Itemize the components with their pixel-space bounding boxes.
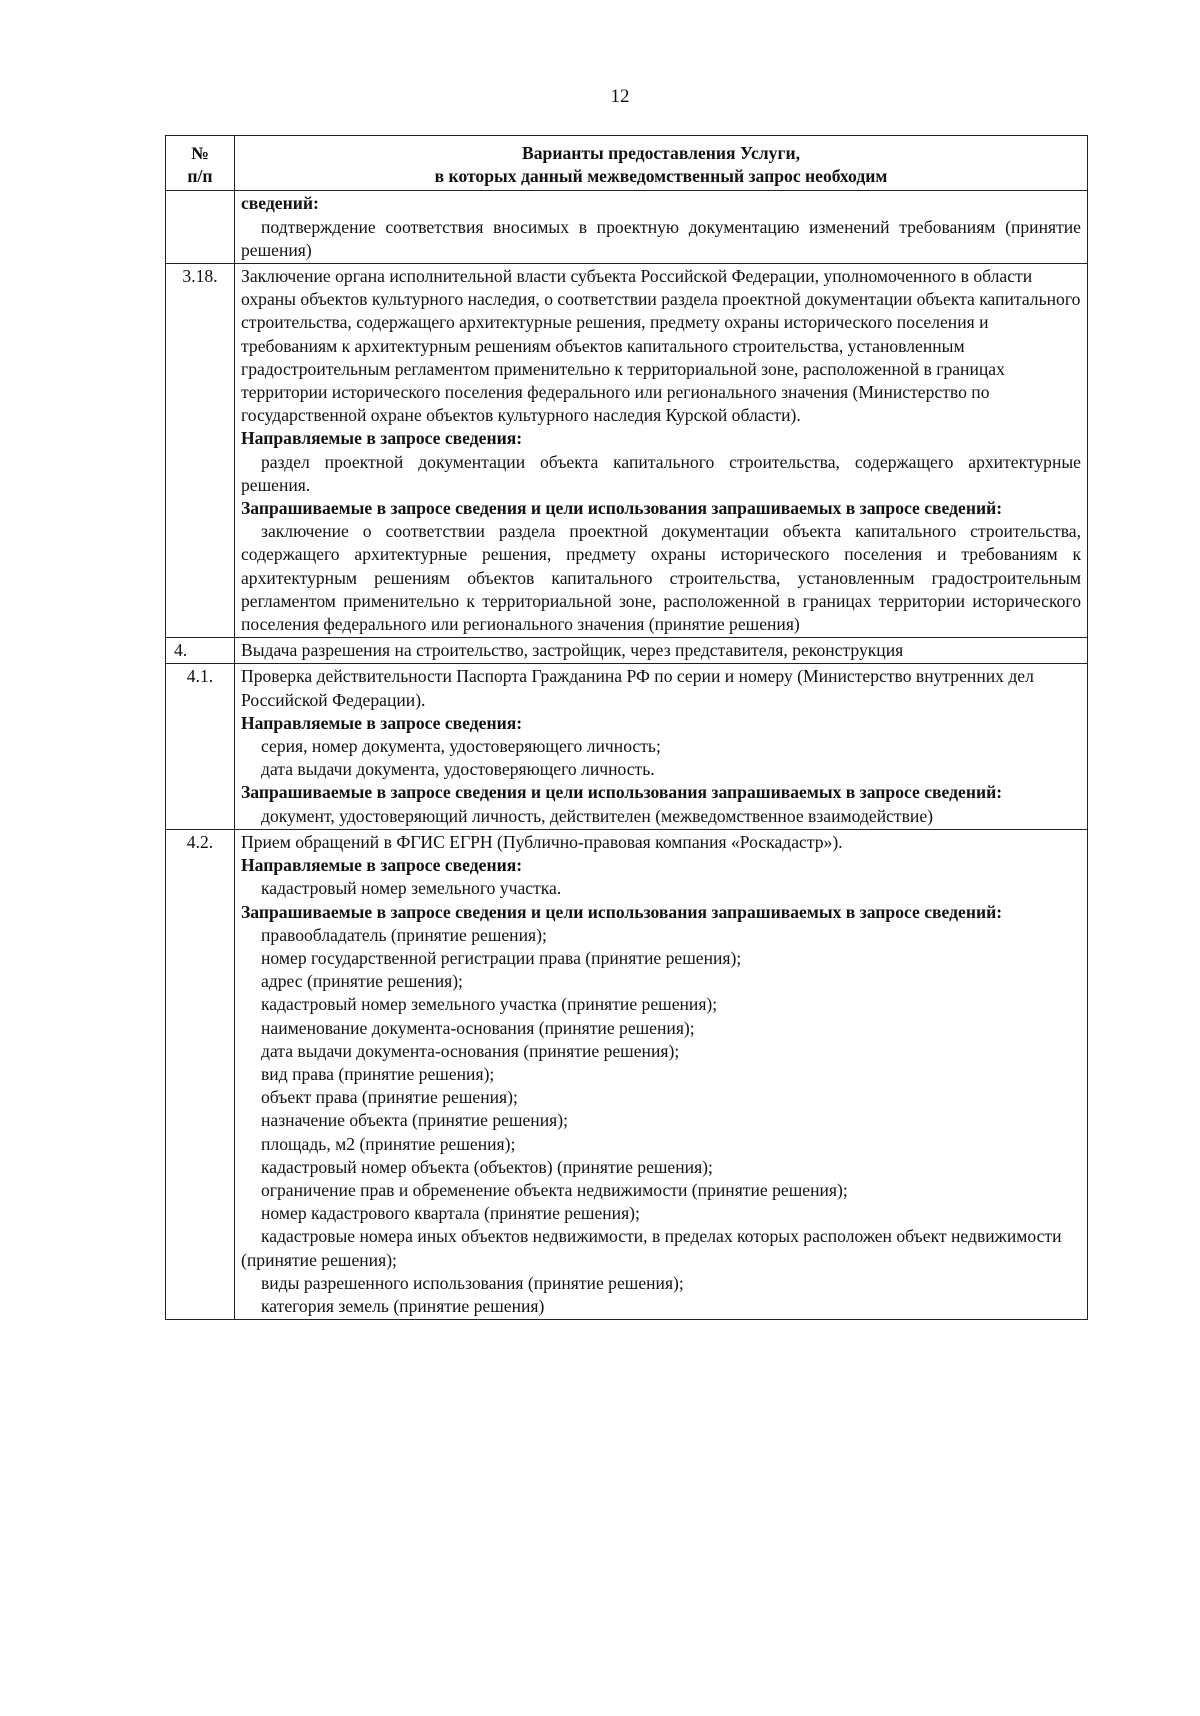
header-variants-line1: Варианты предоставления Услуги, (522, 143, 800, 163)
header-number-line2: п/п (187, 166, 213, 187)
list-item: виды разрешенного использования (принятие решения); (261, 1272, 684, 1293)
row-content (235, 829, 1088, 1319)
header-variants-line2: в которых данный межведомственный запрос необходим (434, 166, 888, 187)
list-item: дата выдачи документа, удостоверяющего личность. (261, 759, 655, 780)
page-number: 12 (610, 86, 630, 107)
row-content (235, 638, 1088, 664)
sent-heading: Направляемые в запросе сведения: (241, 855, 523, 876)
services-table (165, 135, 1088, 1320)
list-item: дата выдачи документа-основания (принятие решения); (261, 1040, 680, 1061)
row-number: 4.2. (166, 829, 235, 1319)
requested-heading: Запрашиваемые в запросе сведения и цели использования запрашиваемых в запросе сведений: (241, 782, 1003, 803)
row-number: 3.18. (166, 264, 235, 638)
table-row-4 (166, 638, 1088, 664)
list-item: площадь, м2 (принятие решения); (261, 1133, 516, 1154)
table-row-4-1 (166, 664, 1088, 829)
row-number (166, 191, 235, 264)
list-item: раздел проектной документации объекта капитального строительства, содержащего архитектурные решения. (241, 451, 1081, 495)
row-content (235, 191, 1088, 264)
list-item: ограничение прав и обременение объекта недвижимости (принятие решения); (261, 1179, 848, 1200)
row-title: Выдача разрешения на строительство, застройщик, через представителя, реконструкция (241, 640, 904, 661)
list-item: назначение объекта (принятие решения); (261, 1110, 568, 1131)
header-number-line1: № (191, 143, 209, 163)
row-intro: Проверка действительности Паспорта Гражданина РФ по серии и номеру (Министерство внутренних дел Российской Федерации). (241, 666, 1034, 710)
row-content (235, 264, 1088, 638)
table-row-4-2 (166, 829, 1088, 1319)
table-row-continuation (166, 191, 1088, 264)
sent-heading: Направляемые в запросе сведения: (241, 428, 523, 449)
list-item: номер кадастрового квартала (принятие решения); (261, 1203, 640, 1224)
table-header-row (166, 136, 1088, 191)
list-item: кадастровый номер земельного участка. (261, 878, 562, 899)
list-item: серия, номер документа, удостоверяющего личность; (261, 736, 661, 757)
requested-heading: Запрашиваемые в запросе сведения и цели использования запрашиваемых в запросе сведений: (241, 498, 1003, 519)
list-item: подтверждение соответствия вносимых в проектную документацию изменений требованиям (принятие решения) (241, 216, 1081, 260)
row-intro: Прием обращений в ФГИС ЕГРН (Публично-правовая компания «Роскадастр»). (241, 831, 843, 852)
row-number: 4.1. (166, 664, 235, 829)
row-number: 4. (166, 638, 235, 664)
table-row-3-18 (166, 264, 1088, 638)
list-item: объект права (принятие решения); (261, 1087, 518, 1108)
list-item: кадастровый номер земельного участка (принятие решения); (261, 994, 718, 1015)
list-item: вид права (принятие решения); (261, 1063, 495, 1084)
header-number (166, 136, 235, 191)
row-content (235, 664, 1088, 829)
list-item: правообладатель (принятие решения); (261, 924, 547, 945)
list-item: номер государственной регистрации права (принятие решения); (261, 947, 742, 968)
list-item: кадастровый номер объекта (объектов) (принятие решения); (261, 1156, 713, 1177)
sent-heading: Направляемые в запросе сведения: (241, 712, 523, 733)
list-item: категория земель (принятие решения) (261, 1295, 545, 1316)
list-item: наименование документа-основания (принятие решения); (261, 1017, 695, 1038)
section-heading: сведений: (241, 193, 319, 214)
list-item: адрес (принятие решения); (261, 971, 463, 992)
list-item: заключение о соответствии раздела проектной документации объекта капитального строительства, содержащего архитектурные решения, предмету охраны исторического поселения и требованиям к архитектурным решениям объектов капитального строительства, установленным градостроительным регламентом применительно к территориальной зоне, расположенной в границах территории исторического поселения федерального или регионального значения (принятие решения) (241, 521, 1081, 635)
list-item: кадастровые номера иных объектов недвижимости, в пределах которых расположен объект недвижимости (принятие решения); (241, 1226, 1062, 1270)
header-variants (235, 136, 1088, 191)
row-intro: Заключение органа исполнительной власти субъекта Российской Федерации, уполномоченного в области охраны объектов культурного наследия, о соответствии раздела проектной документации объекта капитального строительства, содержащего архитектурные решения, предмету охраны исторического поселения и требованиям к архитектурным решениям объектов капитального строительства, установленным градостроительным регламентом применительно к территориальной зоне, расположенной в границах территории исторического поселения федерального или регионального значения (Министерство по государственной охране объектов культурного наследия Курской области). (241, 266, 1081, 426)
requested-heading: Запрашиваемые в запросе сведения и цели использования запрашиваемых в запросе сведений: (241, 901, 1003, 922)
list-item: документ, удостоверяющий личность, действителен (межведомственное взаимодействие) (261, 805, 934, 826)
